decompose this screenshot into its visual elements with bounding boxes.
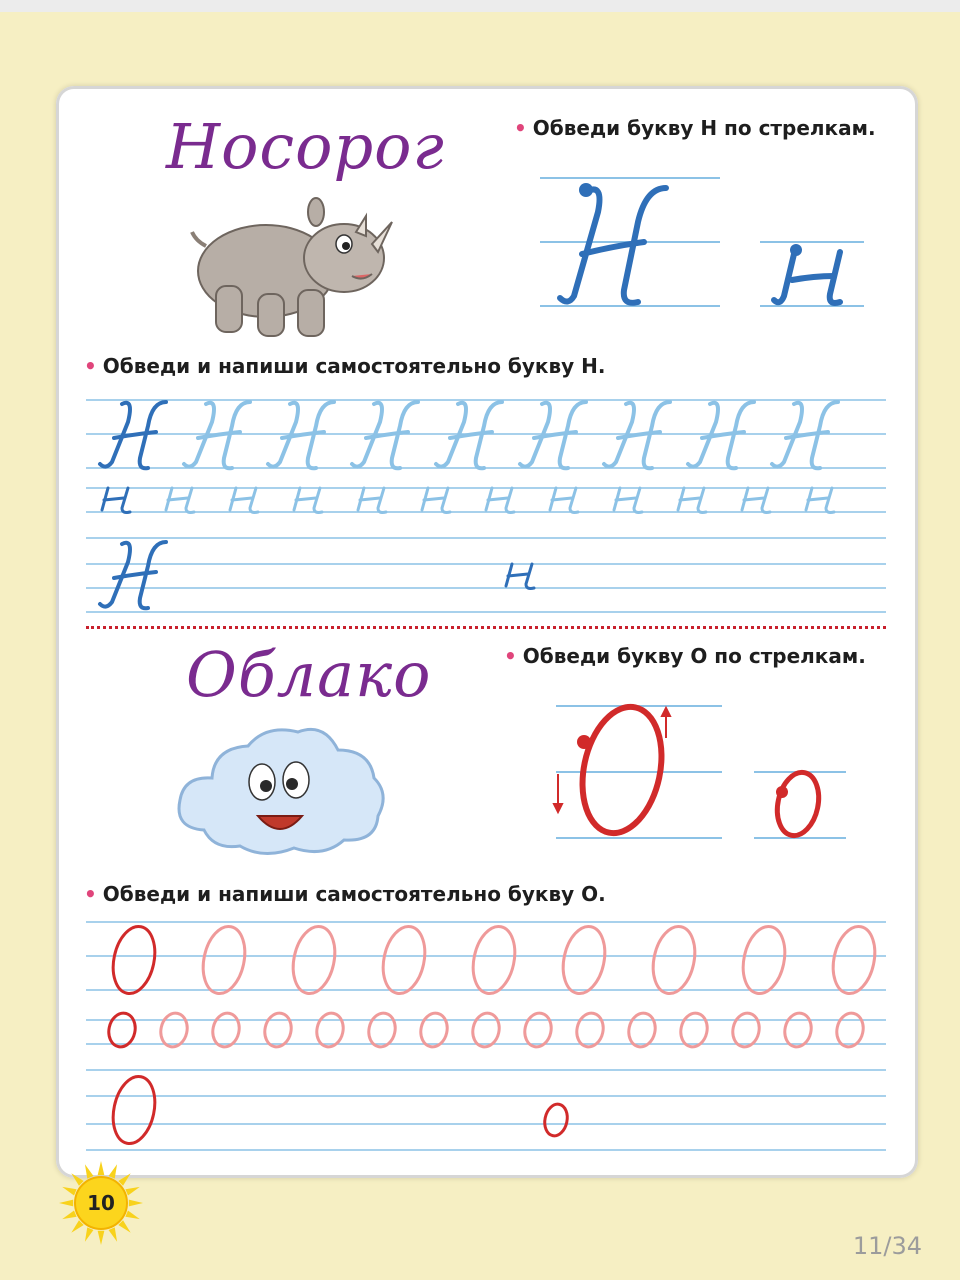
- trace-demo-n: [534, 172, 874, 312]
- letter-n-upper-trace: [268, 402, 334, 468]
- letter-n-upper-trace: [352, 402, 418, 468]
- write-instruction-n: • Обведи и напиши самостоятельно букву Н.: [84, 354, 606, 378]
- letter-o-lower-sample: [542, 1102, 570, 1138]
- page-counter: 11/34: [852, 1232, 922, 1260]
- letter-n-lower-trace: [806, 488, 834, 513]
- letter-o-upper-trace: [287, 923, 340, 998]
- word-title-rhino: Носорог: [166, 110, 445, 183]
- letter-n-lower-trace: [422, 488, 450, 513]
- letter-o-upper-trace: [377, 923, 430, 998]
- practice-lines-o: [86, 920, 886, 1160]
- letter-n-upper-trace: [688, 402, 754, 468]
- letter-o-upper-trace: [737, 923, 790, 998]
- letter-n-lower-trace: [230, 488, 258, 513]
- letter-n-lower-sample: [506, 564, 534, 589]
- trace-instruction-o: • Обведи букву О по стрелкам.: [504, 644, 866, 668]
- letter-n-upper-trace: [772, 402, 838, 468]
- rhino-icon: [186, 186, 396, 346]
- letter-o-upper-trace: [827, 923, 880, 998]
- letter-n-lower-trace: [550, 488, 578, 513]
- letter-o-upper-trace: [197, 923, 250, 998]
- trace-instruction-n: • Обведи букву Н по стрелкам.: [514, 116, 876, 140]
- trace-demo-o: [550, 698, 850, 844]
- letter-n-lower-trace: [294, 488, 322, 513]
- letter-n-upper-sample: [100, 542, 166, 608]
- section-divider: [86, 626, 886, 629]
- letter-n-upper-trace: [100, 402, 166, 468]
- letter-n-lower-trace: [358, 488, 386, 513]
- letter-o-upper-trace: [557, 923, 610, 998]
- letter-n-lower-trace: [678, 488, 706, 513]
- viewer-top-bar: [0, 0, 960, 12]
- letter-n-upper-trace: [184, 402, 250, 468]
- letter-n-upper-trace: [520, 402, 586, 468]
- letter-o-upper-sample: [107, 1073, 160, 1148]
- letter-o-upper-trace: [467, 923, 520, 998]
- letter-n-lower-trace: [614, 488, 642, 513]
- letter-o-upper-trace: [647, 923, 700, 998]
- word-title-cloud: Облако: [186, 638, 432, 711]
- practice-lines-n: [86, 392, 886, 616]
- letter-n-lower-trace: [742, 488, 770, 513]
- letter-n-upper-trace: [604, 402, 670, 468]
- letter-n-lower-trace: [166, 488, 194, 513]
- letter-n-upper-trace: [436, 402, 502, 468]
- page-number: 10: [87, 1191, 115, 1215]
- letter-n-lower-trace: [486, 488, 514, 513]
- letter-n-lower-trace: [102, 488, 130, 513]
- workbook-page: [56, 86, 918, 1178]
- cloud-icon: [174, 720, 390, 860]
- write-instruction-o: • Обведи и напиши самостоятельно букву О.: [84, 882, 606, 906]
- letter-o-upper-trace: [107, 923, 160, 998]
